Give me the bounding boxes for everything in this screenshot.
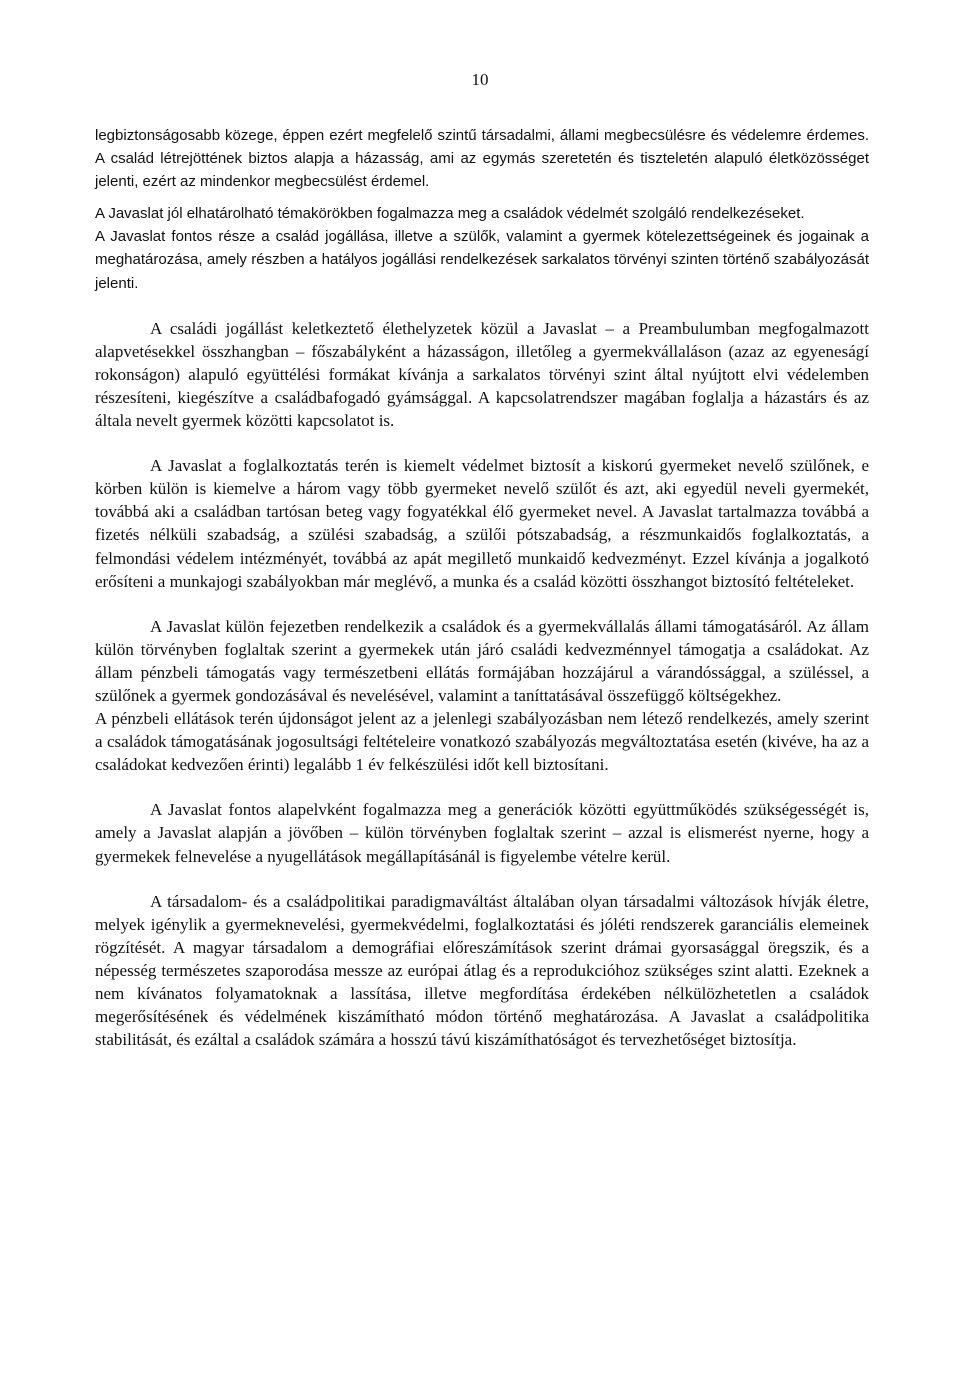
page-number: 10 [471,70,489,89]
paragraph-4: A családi jogállást keletkeztető élethelyzetek közül a Javaslat – a Preambulumban megfogalmazott alapvetésekkel összhangban – főszabályként a házasságon, illetőleg a gyermekvállaláson (azaz az egyeneságí rokonságon) alapuló együttélési formákat kívánja a sarkalatos törvényi szint által nyújtott elvi védelemben részesíteni, kiegészítve a családbafogadó gyámsággal. A kapcsolatrendszer magában foglalja a házastárs és az általa nevelt gyermek közötti kapcsolatot is. [95,318,869,431]
paragraph-5: A Javaslat a foglalkoztatás terén is kiemelt védelmet biztosít a kiskorú gyermeket nevelő szülőnek, e körben külön is kiemelve a három vagy több gyermeket nevelő szülőt és azt, aki egyedül neveli gyermekét, továbbá aki a családban tartósan beteg vagy fogyatékkal élő gyermeket nevel. A Javaslat tartalmazza továbbá a fizetés nélküli szabadság, a szülési szabadság, a szülői pótszabadság, a részmunkaidős foglalkoztatás, a felmondási védelem intézményét, továbbá az apát megillető munkaidő kedvezményt. Ezzel kívánja a jogalkotó erősíteni a munkajogi szabályokban már meglévő, a munka és a család közötti összhangot biztosító feltételeket. [95,456,869,591]
document-body [95,124,869,1051]
paragraph-7: A pénzbeli ellátások terén újdonságot jelent az a jelenlegi szabályozásban nem létező rendelkezés, amely szerint a családok támogatásának jogosultsági feltételeire vonatkozó szabályozás megváltoztatása esetén (kivéve, ha az a családokat kedvezően érinti) legalább 1 év felkészülési időt kell biztosítani. [95,709,869,775]
paragraph-3: A Javaslat fontos része a család jogállása, illetve a szülők, valamint a gyermek kötelezettségeinek és jogainak a meghatározása, amely részben a hatályos jogállási rendelkezések sarkalatos törvényi szinten történő szabályozását jelenti. [95,228,869,292]
paragraph-1: legbiztonságosabb közege, éppen ezért megfelelő szintű társadalmi, állami megbecsülésre és védelemre érdemes. A család létrejöttének biztos alapja a házasság, ami az egymás szeretetén és tiszteletén alapuló életközösséget jelenti, ezért az mindenkor megbecsülést érdemel. [95,127,869,191]
paragraph-2: A Javaslat jól elhatárolható témakörökben fogalmazza meg a családok védelmét szolgáló rendelkezéseket. [95,205,805,223]
paragraph-6: A Javaslat külön fejezetben rendelkezik a családok és a gyermekvállalás állami támogatásáról. Az állam külön törvényben foglaltak szerint a gyermekek után járó családi kedvezménnyel támogatja a családokat. Az állam pénzbeli támogatás vagy természetbeni ellátás formájában hozzájárul a várandóssággal, a szüléssel, a szülőnek a gyermek gondozásával és nevelésével, valamint a taníttatásával összefüggő költségekhez. [95,616,869,705]
paragraph-9: A társadalom- és a családpolitikai paradigmaváltást általában olyan társadalmi változások hívják életre, melyek igénylik a gyermeknevelési, gyermekvédelmi, foglalkoztatási és jóléti rendszerek garanciális elemeinek rögzítését. A magyar társadalom a demográfiai előreszámítások szerint drámai gyorsasággal öregszik, és a népesség természetes szaporodása messze az európai átlag és a reprodukcióhoz szükséges szint alatti. Ezeknek a nem kívánatos folyamatoknak a lassítása, illetve megfordítása érdekében nélkülözhetetlen a családok megerősítésének és védelmének kiszámítható módon történő meghatározása. A Javaslat a családpolitika stabilitását, és ezáltal a családok számára a hosszú távú kiszámíthatóságot és tervezhetőséget biztosítja. [95,891,869,1050]
paragraph-8: A Javaslat fontos alapelvként fogalmazza meg a generációk közötti együttműködés szükségességét is, amely a Javaslat alapján a jövőben – külön törvényben foglaltak szerint – azzal is elismerést nyerne, hogy a gyermekek felnevelése a nyugellátások megállapításánál is figyelembe vételre kerül. [95,800,869,866]
